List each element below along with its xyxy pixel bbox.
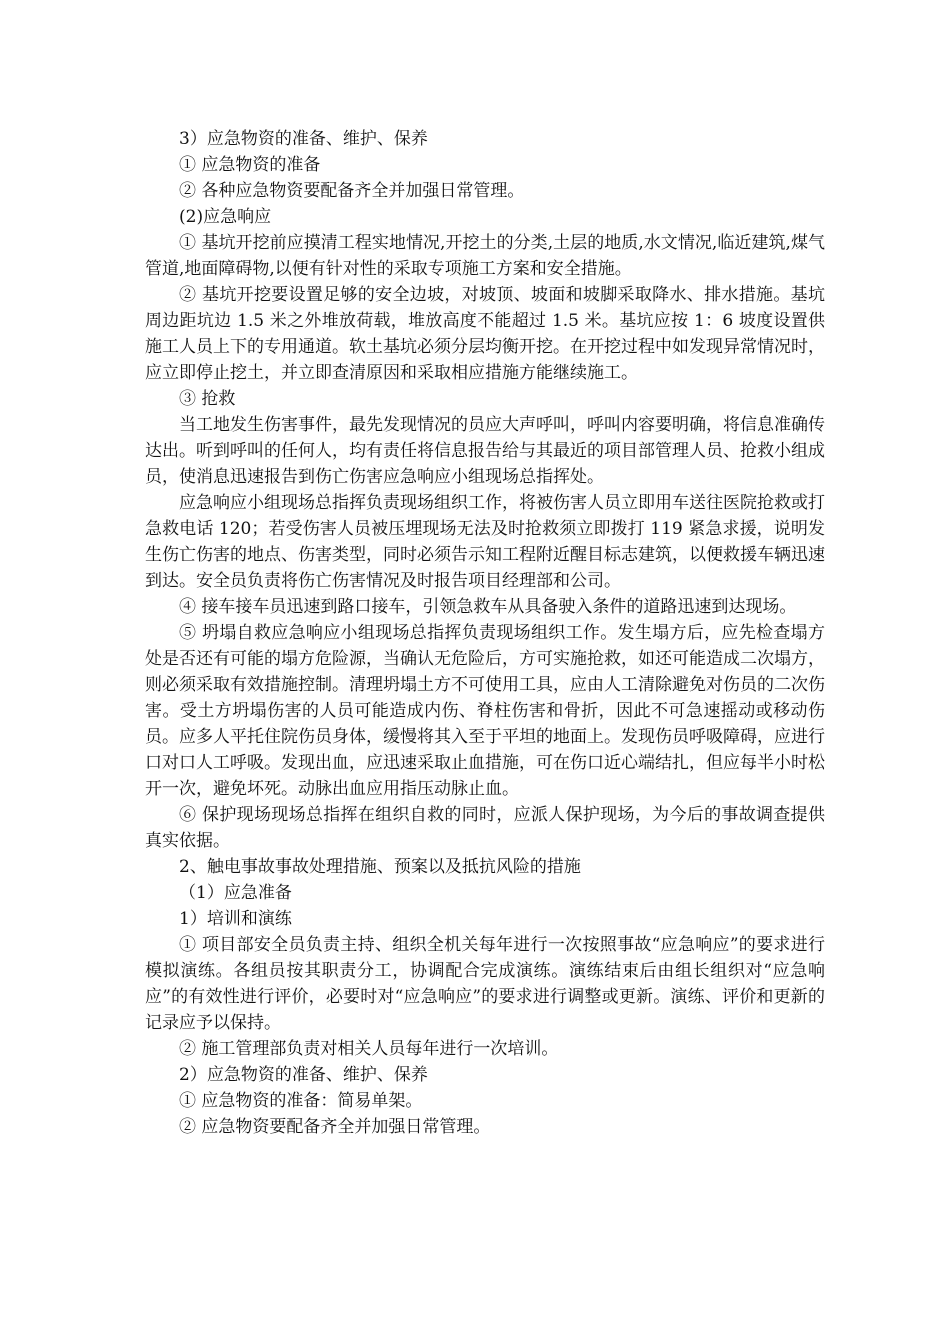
paragraph-materials-heading: 3）应急物资的准备、维护、保养 [179, 129, 428, 149]
paragraph-pit-slope: ② 基坑开挖要设置足够的安全边坡，对坡顶、坡面和坡脚采取降水、排水措施。基坑周边距坑边 1.5 米之外堆放荷载，堆放高度不能超过 1.5 米。基坑应按 1：6 坡度设置供施工人员上下的专用通道。软土基坑必须分层均衡开挖。在开挖过程中如发现异常情况时，应立即停止挖土，并立即查清原因和采取相应措施方能继续施工。 [145, 285, 825, 383]
paragraph-collapse-self-rescue: ⑤ 坍塌自救应急响应小组现场总指挥负责现场组织工作。发生塌方后，应先检查塌方处是否还有可能的塌方危险源，当确认无危险后，方可实施抢救，如还可能造成二次塌方，则必须采取有效措施控制。清理坍塌土方不可使用工具，应由人工清除避免对伤员的二次伤害。受土方坍塌伤害的人员可能造成内伤、脊柱伤害和骨折，因此不可急速摇动或移动伤员。应多人平托住院伤员身体，缓慢将其入至于平坦的地面上。发现伤员呼吸障碍，应进行口对口人工呼吸。发现出血，应迅速采取止血措施，可在伤口近心端结扎，但应每半小时松开一次，避免坏死。动脉出血应用指压动脉止血。 [145, 623, 825, 799]
paragraph-pit-survey: ① 基坑开挖前应摸清工程实地情况,开挖土的分类,土层的地质,水文情况,临近建筑,煤气管道,地面障碍物,以便有针对性的采取专项施工方案和安全措施。 [145, 233, 825, 279]
paragraph-materials-heading-2: 2）应急物资的准备、维护、保养 [179, 1065, 428, 1085]
paragraph-response-heading: (2)应急响应 [179, 207, 272, 227]
paragraph-training-heading: 1）培训和演练 [179, 909, 292, 929]
document-body [145, 126, 825, 1140]
paragraph-vehicle-pickup: ④ 接车接车员迅速到路口接车，引领急救车从具备驶入条件的道路迅速到达现场。 [179, 597, 797, 617]
paragraph-emergency-prep: （1）应急准备 [179, 883, 292, 903]
paragraph-rescue-heading: ③ 抢救 [179, 389, 236, 409]
paragraph-training: ② 施工管理部负责对相关人员每年进行一次培训。 [179, 1039, 559, 1059]
paragraph-rescue-commander: 应急响应小组现场总指挥负责现场组织工作，将被伤害人员立即用车送往医院抢救或打急救电话 120；若受伤害人员被压埋现场无法及时抢救须立即拨打 119 紧急求援，说明发生伤亡伤害的地点、伤害类型，同时必须告示知工程附近醒目标志建筑，以便救援车辆迅速到达。安全员负责将伤亡伤害情况及时报告项目经理部和公司。 [145, 493, 825, 591]
paragraph-materials-stretcher: ① 应急物资的准备：简易单架。 [179, 1091, 423, 1111]
paragraph-electric-shock-heading: 2、触电事故事故处理措施、预案以及抵抗风险的措施 [179, 857, 581, 877]
paragraph-materials-manage-2: ② 应急物资要配备齐全并加强日常管理。 [179, 1117, 491, 1137]
paragraph-materials-manage: ② 各种应急物资要配备齐全并加强日常管理。 [179, 181, 525, 201]
paragraph-protect-scene: ⑥ 保护现场现场总指挥在组织自救的同时，应派人保护现场，为今后的事故调查提供真实依据。 [145, 805, 825, 851]
paragraph-drill: ① 项目部安全员负责主持、组织全机关每年进行一次按照事故“应急响应”的要求进行模拟演练。各组员按其职责分工，协调配合完成演练。演练结束后由组长组织对“应急响应”的有效性进行评价，必要时对“应急响应”的要求进行调整或更新。演练、评价和更新的记录应予以保持。 [145, 935, 825, 1033]
paragraph-materials-prep: ① 应急物资的准备 [179, 155, 321, 175]
paragraph-rescue-alarm: 当工地发生伤害事件，最先发现情况的员应大声呼叫，呼叫内容要明确，将信息准确传达出。听到呼叫的任何人，均有责任将信息报告给与其最近的项目部管理人员、抢救小组成员，使消息迅速报告到伤亡伤害应急响应小组现场总指挥处。 [145, 415, 825, 487]
